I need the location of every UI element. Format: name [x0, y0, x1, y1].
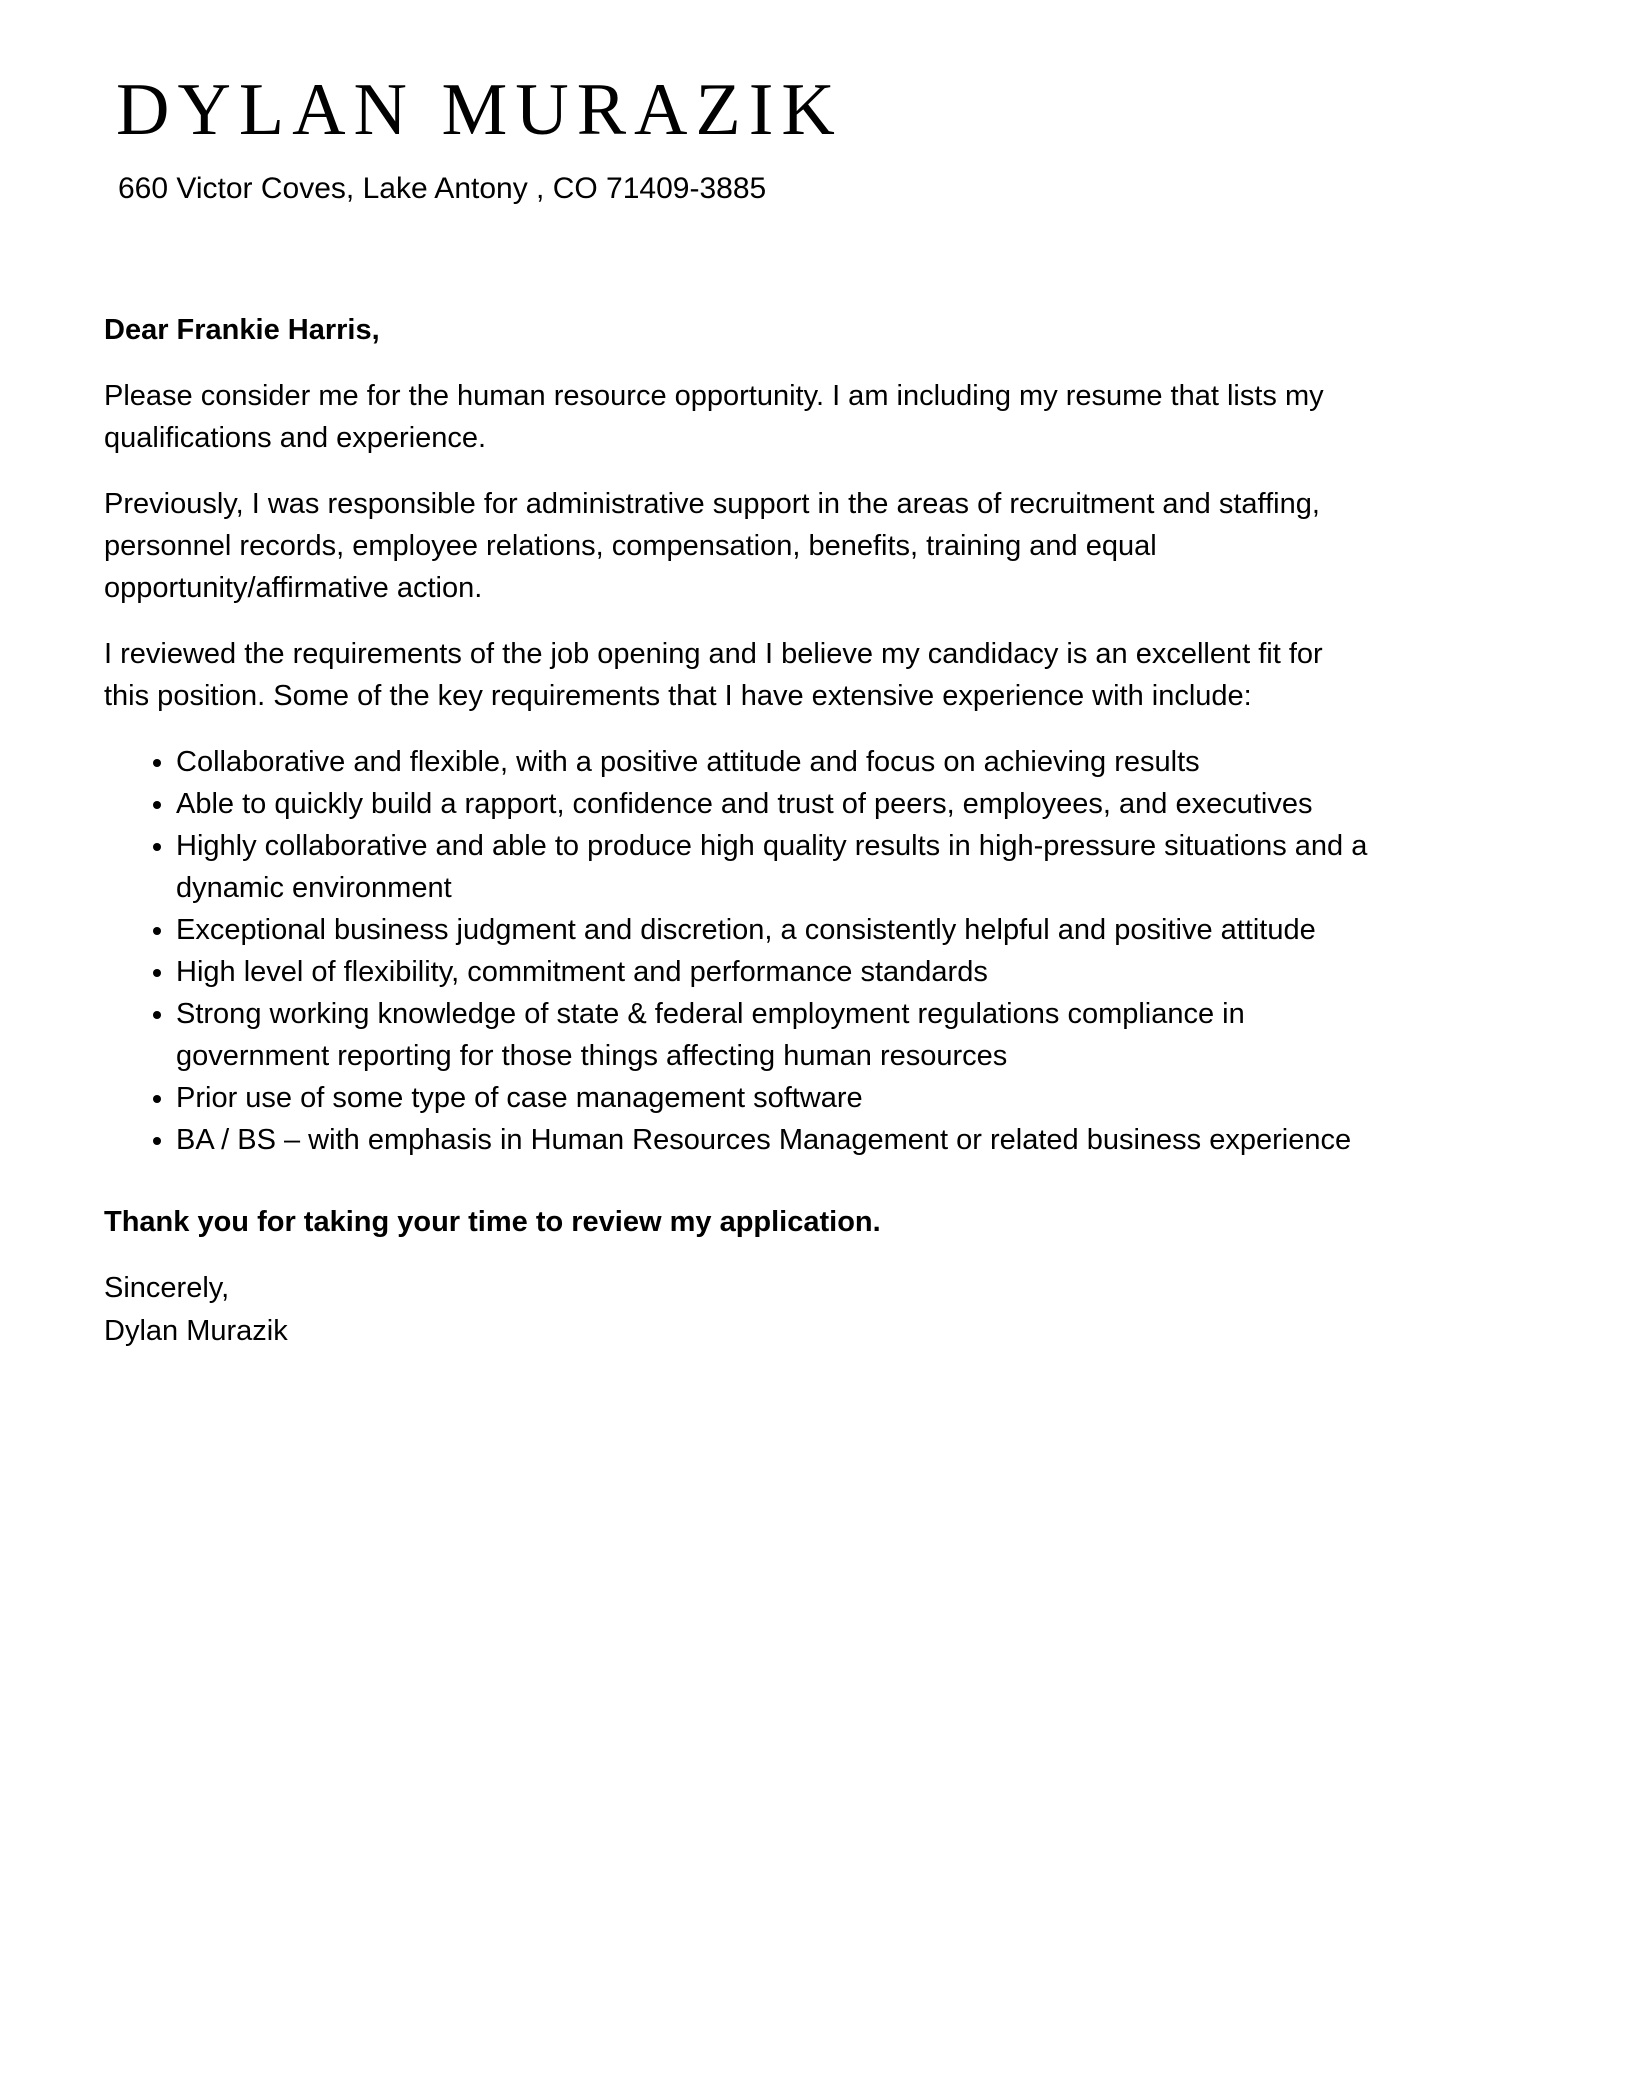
paragraph-intro: Please consider me for the human resource opportunity. I am including my resume that lists my qualifications and experience. [104, 379, 1324, 454]
paragraph-experience: Previously, I was responsible for administrative support in the areas of recruitment and staffing, personnel records, employee relations, compensation, benefits, training and equal opportunity/affirmative action. [104, 487, 1320, 604]
list-item: • Able to quickly build a rapport, confidence and trust of peers, employees, and executives [176, 783, 1374, 825]
signoff: Sincerely, [104, 1272, 230, 1305]
address-line: 660 Victor Coves, Lake Antony , CO 71409-3885 [118, 172, 767, 206]
paragraph-requirements-lead: I reviewed the requirements of the job opening and I believe my candidacy is an excellent fit for this position. Some of the key requirements that I have extensive experience with include: [104, 637, 1323, 712]
salutation: Dear Frankie Harris, [104, 313, 380, 346]
list-item: • Exceptional business judgment and discretion, a consistently helpful and positive attitude [176, 909, 1374, 951]
letter-author-name: DYLAN MURAZIK [116, 69, 843, 151]
list-item: • High level of flexibility, commitment and performance standards [176, 951, 1374, 993]
closing-thank-you-line: Thank you for taking your time to review my application. [104, 1206, 881, 1239]
list-item: • Collaborative and flexible, with a positive attitude and focus on achieving results [176, 741, 1374, 783]
signature-name: Dylan Murazik [104, 1314, 288, 1347]
requirements-list [104, 741, 1374, 1161]
signature-block [104, 1267, 1528, 1351]
list-item: • Prior use of some type of case management software [176, 1077, 1374, 1119]
list-item: • Strong working knowledge of state & federal employment regulations compliance in government reporting for those things affecting human resources [176, 993, 1374, 1077]
list-item: • Highly collaborative and able to produce high quality results in high-pressure situations and a dynamic environment [176, 825, 1374, 909]
list-item: • BA / BS – with emphasis in Human Resources Management or related business experience [176, 1119, 1374, 1161]
